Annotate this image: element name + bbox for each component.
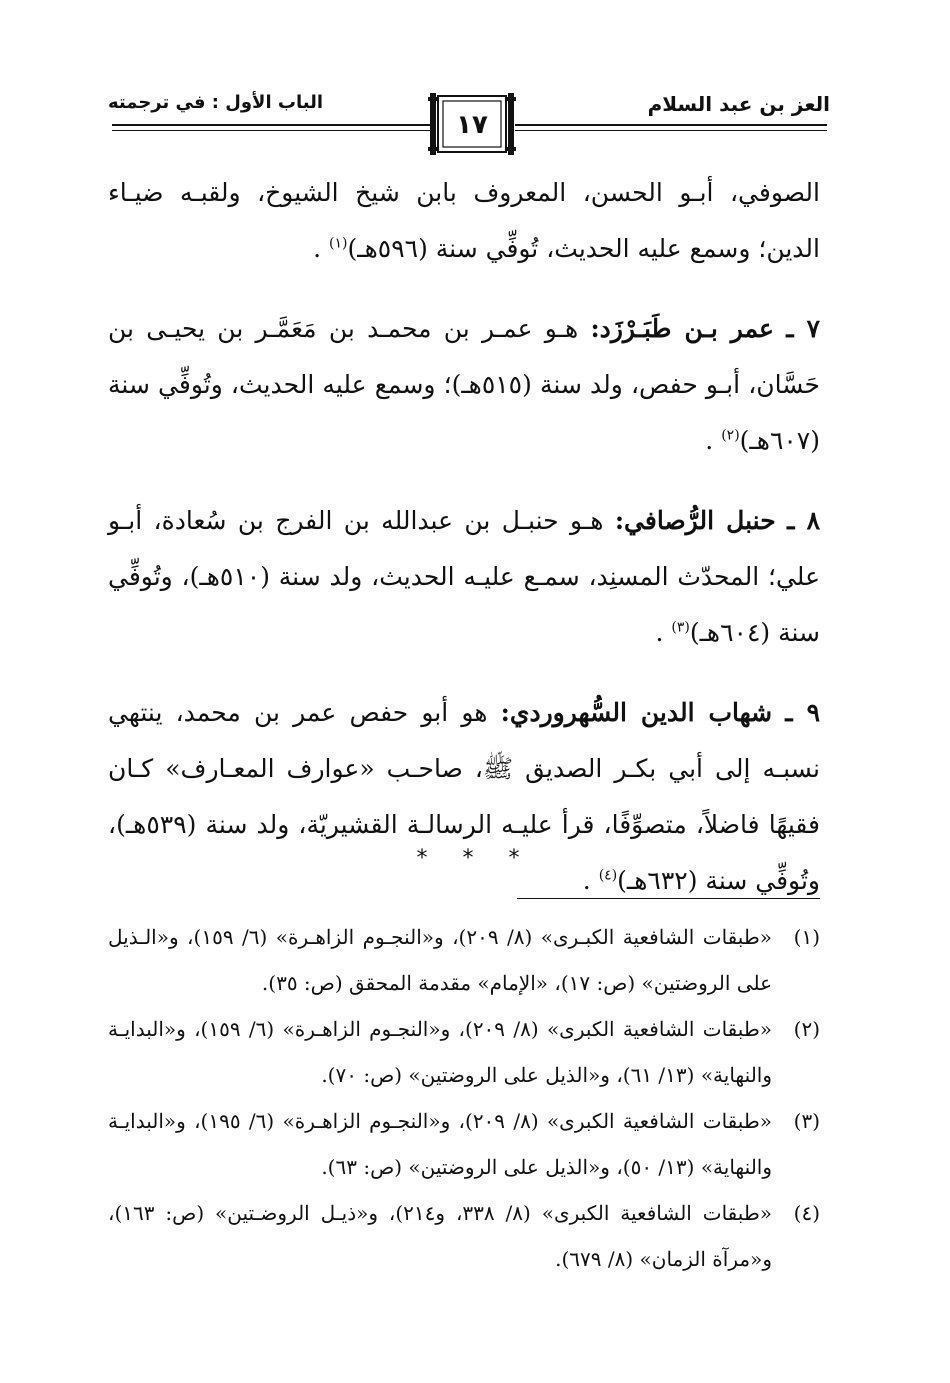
paragraph-entry-9	[108, 685, 820, 909]
entry-name: شهاب الدين السُّهروردي:	[500, 698, 773, 727]
footnote-item	[108, 1190, 820, 1282]
running-header-chapter-title: الباب الأول : في ترجمته	[108, 92, 324, 113]
paragraph-text: هـو عمـر بن محمـد بن مَعَمَّـر بن يحيـى بن حَسَّان، أبـو حفص، ولد سنة (٥١٥هـ)؛ وسمع عليه الحديث، وتُوفِّي سنة (٦٠٧هـ)	[108, 314, 820, 455]
entry-name: حنبل الرُّصافي:	[614, 506, 776, 535]
footnotes	[108, 914, 820, 1282]
entry-number: ٨ ـ	[787, 506, 820, 535]
paragraph-end: .	[582, 866, 591, 895]
header-rule-left-thin	[112, 130, 430, 131]
paragraph-continued	[108, 165, 820, 277]
entry-number: ٩ ـ	[785, 698, 820, 727]
paragraph-end: .	[705, 426, 714, 455]
paragraph-text: الصوفي، أبـو الحسن، المعروف بابن شيخ الشيوخ، ولقبـه ضيـاء الدين؛ وسمع عليه الحديث، تُوفِّي سنة (٥٩٦هـ)	[108, 178, 820, 263]
running-header-book-title: العز بن عبد السلام	[647, 92, 830, 116]
footnote-number: (٣)	[793, 1109, 820, 1133]
footnote-text: «طبقات الشافعية الكبرى» (٨/ ٣٣٨، و٢١٤)، و«ذيـل الروضـتين» (ص: ١٦٣)، و«مرآة الزمان» (٨/ ٦٧٩).	[108, 1201, 772, 1271]
footnote-item	[108, 914, 820, 1006]
paragraph-text: هو أبو حفص عمر بن محمد، ينتهي نسبـه إلى أبي بكـر الصديق ﷺ، صاحـب «عوارف المعـارف» كـان فقيهًا فاضلاً، متصوِّفًا، قرأ عليـه الرسالـة القشيريّة، ولد سنة (٥٣٩هـ)، وتُوفِّي سنة (٦٣٢هـ)	[108, 698, 820, 895]
footnote-text: «طبقات الشافعية الكبرى» (٨/ ٢٠٩)، و«النجـوم الزاهـرة» (٦/ ١٥٩)، و«البدايـة والنهاية» (١٣/ ٦١)، و«الذيل على الروضتين» (ص: ٧٠).	[108, 1017, 772, 1087]
footnote-item	[108, 1098, 820, 1190]
footnote-number: (٢)	[793, 1017, 820, 1041]
header-rule-left	[112, 124, 430, 126]
page-number: ١٧	[456, 110, 488, 140]
paragraph-end: .	[655, 618, 664, 647]
footnote-text: «طبقات الشافعية الكبرى» (٨/ ٢٠٩)، و«النجـوم الزاهـرة» (٦/ ١٩٥)، و«البدايـة والنهاية» (١٣/ ٥٠)، و«الذيل على الروضتين» (ص: ٦٣).	[108, 1109, 772, 1179]
footnote-number: (٤)	[793, 1201, 820, 1225]
header-rule-right	[515, 124, 827, 126]
paragraph-end: .	[313, 234, 322, 263]
footnote-reference: (٢)	[721, 427, 740, 444]
footnote-item	[108, 1006, 820, 1098]
footnote-text: «طبقات الشافعية الكبـرى» (٨/ ٢٠٩)، و«النجـوم الزاهـرة» (٦/ ١٥٩)، و«الـذيل على الروضتين» (ص: ١٧)، «الإمام» مقدمة المحقق (ص: ٣٥).	[108, 925, 772, 995]
header-rule-right-thin	[515, 130, 827, 131]
footnote-separator-rule	[517, 898, 820, 899]
footnote-reference: (٣)	[671, 619, 690, 636]
paragraph-text: هـو حنبـل بن عبدالله بن الفرج بن سُعادة، أبـو علي؛ المحدّث المسنِد، سمـع عليـه الحديث، ولد سنة (٥١٠هـ)، وتُوفِّي سنة (٦٠٤هـ)	[108, 506, 820, 647]
footnote-reference: (٤)	[598, 867, 618, 884]
paragraph-entry-7	[108, 301, 820, 469]
body-text	[108, 165, 820, 933]
footnote-reference: (١)	[329, 235, 348, 252]
entry-name: عمر بـن طَبَـرْزَد:	[590, 314, 774, 343]
footnote-number: (١)	[793, 925, 820, 949]
section-separator-stars: * * *	[416, 846, 534, 871]
entry-number: ٧ ـ	[786, 314, 820, 343]
paragraph-entry-8	[108, 493, 820, 661]
